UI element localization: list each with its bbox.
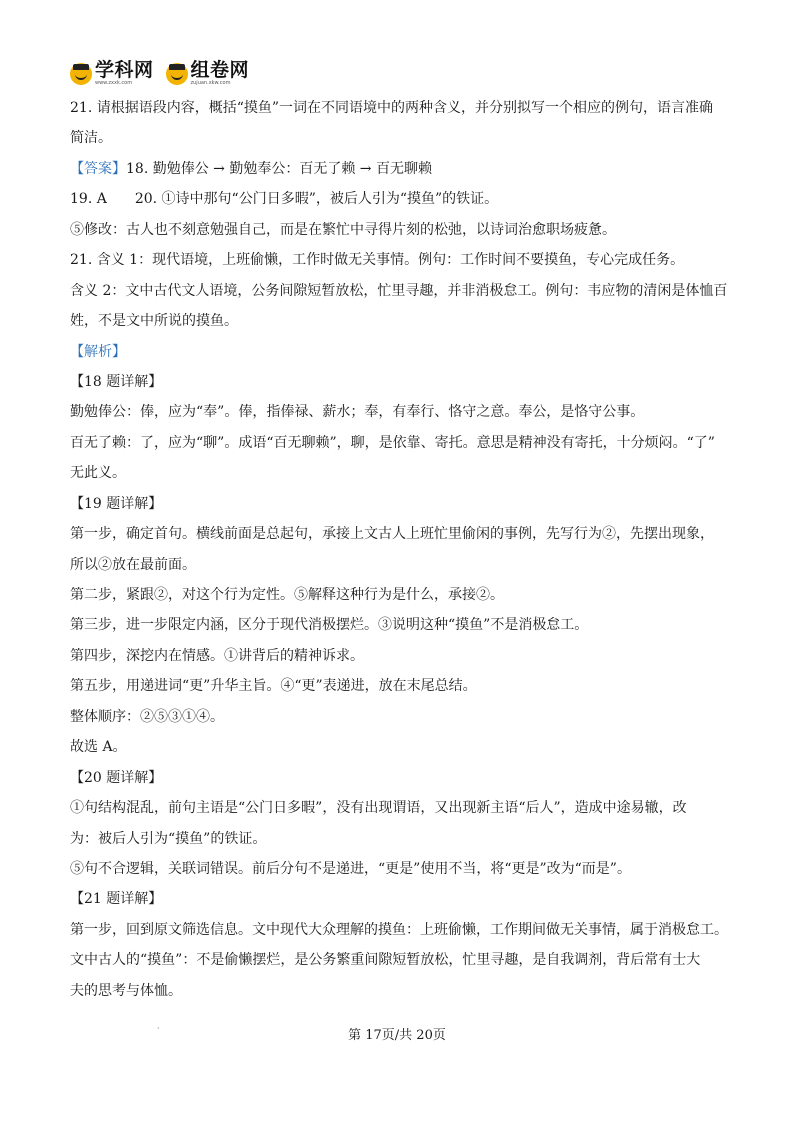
- text-line: 所以②放在最前面。: [70, 556, 196, 573]
- text-line: 夫的思考与体恤。: [70, 982, 182, 999]
- text-line: 第一步，确定首句。横线前面是总起句，承接上文古人上班忙里偷闲的事例，先写行为②，先摆出现象，: [70, 526, 714, 543]
- page-content: [70, 93, 730, 1006]
- answer-line: [70, 154, 730, 184]
- logo2-name: 组卷网: [190, 59, 250, 81]
- text-line: 为：被后人引为“摸鱼”的铁证。: [70, 830, 267, 847]
- logo-zujuanwang: [166, 61, 250, 86]
- analysis-label: 【解析】: [70, 343, 126, 360]
- logo1-sub: www.zxxk.com: [95, 80, 133, 86]
- graduation-cap-icon: [70, 63, 92, 85]
- section-heading: 【20 题详解】: [70, 769, 163, 786]
- text-line: 19. A 20. ①诗中那句“公门日多暇”，被后人引为“摸鱼”的铁证。: [70, 191, 499, 208]
- text-line: 百无了赖：了，应为“聊”。成语“百无聊赖”，聊，是依靠、寄托。意思是精神没有寄托，十分烦闷。“了”: [70, 434, 715, 451]
- section-heading: 【19 题详解】: [70, 495, 163, 512]
- page-number: 第 17页/共 20页: [348, 1028, 446, 1043]
- text-line: ⑤句不合逻辑，关联词错误。前后分句不是递进，“更是”使用不当，将“更是”改为“而是”。: [70, 860, 631, 877]
- text-line: 第四步，深挖内在情感。①讲背后的精神诉求。: [70, 647, 364, 664]
- logo2-sub: zujuan.xkw.com: [190, 80, 231, 86]
- logo-xuekewang: [70, 61, 154, 86]
- text-line: 无此义。: [70, 465, 126, 482]
- section-heading: 【21 题详解】: [70, 891, 163, 908]
- header-logos: [70, 60, 249, 86]
- text-line: 故选 A。: [70, 739, 127, 756]
- text-line: ①句结构混乱，前句主语是“公门日多暇”，没有出现谓语，又出现新主语“后人”，造成中途易辙，改: [70, 800, 687, 817]
- section-heading: 【18 题详解】: [70, 373, 163, 390]
- text-line: 含义 2：文中古代文人语境，公务间隙短暂放松，忙里寻趣，并非消极怠工。例句：韦应物的清闲是体恤百: [70, 282, 728, 299]
- footer-mark: ·: [157, 1024, 160, 1033]
- text-line: 姓，不是文中所说的摸鱼。: [70, 313, 238, 330]
- graduation-cap-icon: [166, 63, 188, 85]
- text-line: 第三步，进一步限定内涵，区分于现代消极摆烂。③说明这种“摸鱼”不是消极怠工。: [70, 617, 589, 634]
- answer-label: 【答案】: [70, 160, 126, 177]
- text-line: 第一步，回到原文筛选信息。文中现代大众理解的摸鱼：上班偷懒，工作期间做无关事情，属于消极怠工。: [70, 921, 728, 938]
- text-line: 整体顺序：②⑤③①④。: [70, 708, 224, 725]
- text-line: 第二步，紧跟②，对这个行为定性。⑤解释这种行为是什么，承接②。: [70, 587, 504, 603]
- text-line: 简洁。: [70, 130, 112, 147]
- text-line: 文中古人的“摸鱼”：不是偷懒摆烂，是公务繁重间隙短暂放松，忙里寻趣，是自我调剂，背后常有士大: [70, 952, 701, 969]
- text-line: 勤勉俸公：俸，应为“奉”。俸，指俸禄、薪水；奉，有奉行、恪守之意。奉公，是恪守公事。: [70, 404, 645, 421]
- text-line: ⑤修改：古人也不刻意勉强自己，而是在繁忙中寻得片刻的松弛，以诗词治愈职场疲惫。: [70, 221, 616, 238]
- text-line: 21. 含义 1：现代语境，上班偷懒，工作时做无关事情。例句：工作时间不要摸鱼，专心完成任务。: [70, 252, 685, 269]
- answer-text: 18. 勤勉俸公 → 勤勉奉公：百无了赖 → 百无聊赖: [126, 160, 432, 177]
- text-line: 21. 请根据语段内容，概括“摸鱼”一词在不同语境中的两种含义，并分别拟写一个相应的例句，语言准确: [70, 100, 714, 116]
- text-line: 第五步，用递进词“更”升华主旨。④“更”表递进，放在末尾总结。: [70, 678, 477, 695]
- logo1-name: 学科网: [95, 59, 154, 81]
- analysis-line: [70, 337, 730, 367]
